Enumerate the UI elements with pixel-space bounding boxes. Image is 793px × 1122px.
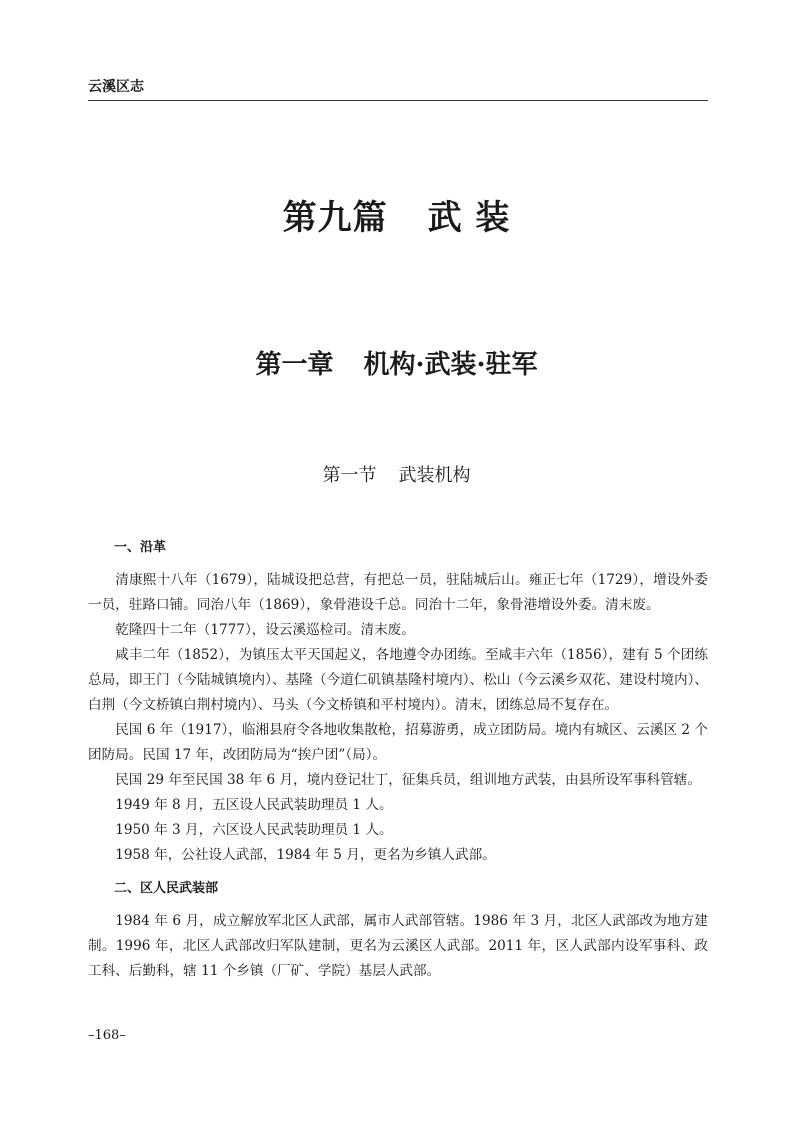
body-text [88, 535, 708, 984]
subsection-heading: 二、区人民武装部 [114, 881, 219, 896]
paragraph: 乾隆四十二年（1777），设云溪巡检司。清末废。 [115, 622, 415, 638]
part-name: 武 装 [427, 198, 511, 238]
subsection-heading: 一、沿革 [114, 540, 167, 555]
chapter-title [0, 344, 793, 381]
section-name: 武装机构 [398, 465, 471, 486]
part-title [0, 190, 793, 239]
chapter-name: 机构·武装·驻军 [363, 350, 538, 380]
part-number: 第九篇 [282, 198, 388, 238]
paragraph: 1949 年 8 月，五区设人民武装助理员 1 人。 [115, 797, 393, 813]
paragraph: 民国 6 年（1917），临湘县府令各地收集散枪，招募游勇，成立团防局。境内有城区、云溪区 2 个团防局。民国 17 年，改团防局为“挨户团”（局）。 [88, 722, 708, 763]
header-rule [88, 100, 708, 101]
page-number: –168– [88, 1028, 126, 1043]
chapter-number: 第一章 [255, 350, 334, 380]
paragraph: 清康熙十八年（1679），陆城设把总营，有把总一员，驻陆城后山。雍正七年（1729），增设外委一员，驻路口铺。同治八年（1869），象骨港设千总。同治十二年，象骨港增设外委。清末废。 [88, 572, 708, 613]
paragraph: 1950 年 3 月，六区设人民武装助理员 1 人。 [115, 822, 393, 838]
paragraph: 民国 29 年至民国 38 年 6 月，境内登记壮丁，征集兵员，组训地方武装，由县所设军事科管辖。 [115, 772, 701, 788]
paragraph: 1984 年 6 月，成立解放军北区人武部，属市人武部管辖。1986 年 3 月，北区人武部改为地方建制。1996 年，北区人武部改归军队建制，更名为云溪区人武部。2011 年，区人武部内设军事科、政工科、后勤科，辖 11 个乡镇（厂矿、学院）基层人武部。 [88, 913, 708, 979]
section-title [0, 461, 793, 487]
paragraph: 咸丰二年（1852），为镇压太平天国起义，各地遵令办团练。至咸丰六年（1856），建有 5 个团练总局，即王门（今陆城镇境内）、基隆（今道仁矶镇基隆村境内）、松山（今云溪乡双花、建设村境内）、白荆（今文桥镇白荆村境内）、马头（今文桥镇和平村境内）。清末，团练总局不复存在。 [88, 647, 708, 713]
section-number: 第一节 [322, 465, 377, 486]
paragraph: 1958 年，公社设人武部，1984 年 5 月，更名为乡镇人武部。 [115, 847, 496, 863]
running-head-title: 云溪区志 [88, 79, 144, 95]
